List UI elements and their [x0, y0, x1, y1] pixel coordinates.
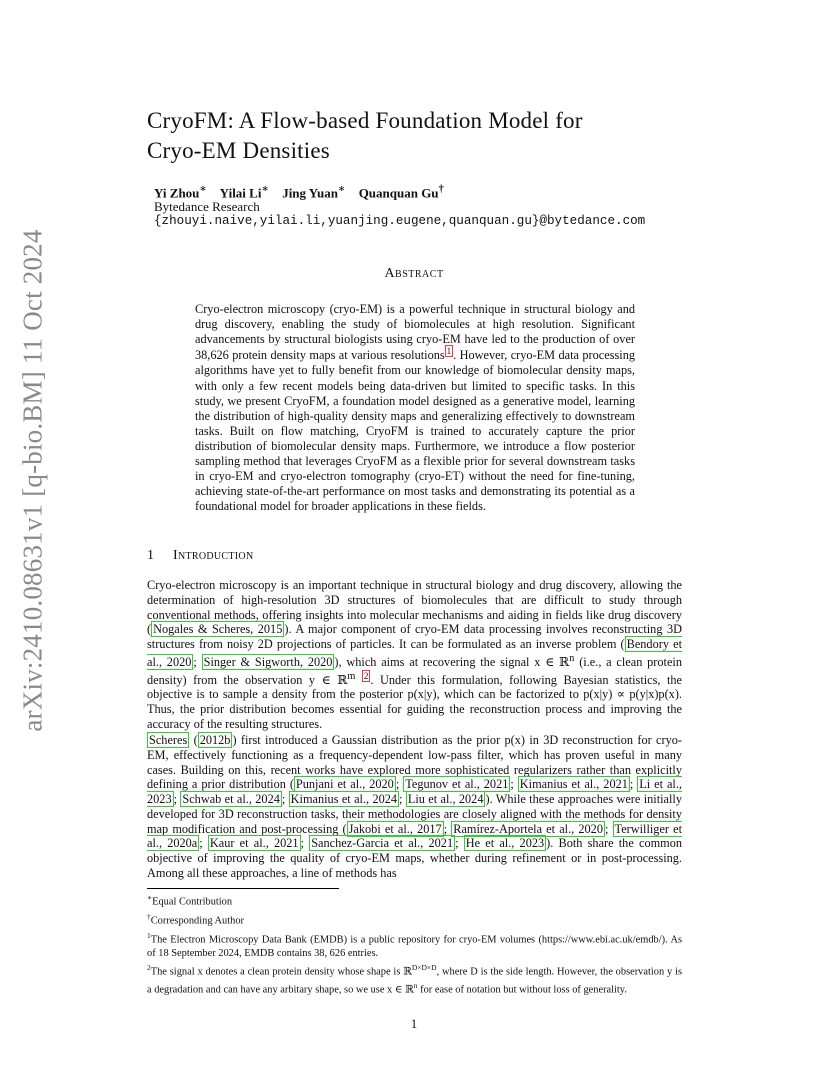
- author-name: Yi Zhou: [154, 185, 200, 201]
- paragraph-text: ). Both share the common objective of improving the quality of cryo-EM maps, whether during refinement or in post-processing. Among all these approaches, a line of methods has: [147, 836, 683, 880]
- separator: ;: [399, 792, 406, 806]
- footnotes: [147, 891, 682, 998]
- separator: ;: [629, 777, 638, 792]
- footnote-text: The Electron Microscopy Data Bank (EMDB) is a public repository for cryo-EM volumes (https://www.ebi.ac.uk/emdb/). As of 18 September 2024, EMDB contains 38, 626 entries.: [147, 934, 682, 959]
- footnote-mark: 1: [147, 930, 151, 940]
- paragraph-text: ), which aims at recovering the signal x ∈ ℝ: [334, 654, 570, 669]
- citation-link[interactable]: Schwab et al., 2024: [182, 792, 280, 806]
- author-name: Yilai Li: [219, 185, 262, 201]
- title-line-2: Cryo-EM Densities: [147, 138, 330, 163]
- separator: (: [189, 733, 198, 747]
- separator: ;: [199, 836, 208, 851]
- intro-paragraph-1: [147, 578, 682, 732]
- footnote: [147, 891, 682, 909]
- citation-link[interactable]: Punjani et al., 2020: [295, 777, 394, 792]
- footnote: [147, 910, 682, 928]
- section-number: 1: [147, 548, 155, 563]
- footnote: [147, 929, 682, 960]
- citation-link[interactable]: Tegunov et al., 2021: [405, 777, 509, 792]
- footnote-text: for ease of notation but without loss of generality.: [417, 984, 627, 996]
- footnote-link[interactable]: 2: [363, 670, 369, 681]
- separator: ;: [281, 792, 289, 806]
- footnote-mark: 2: [147, 963, 151, 973]
- separator: ;: [604, 821, 613, 836]
- citation-link[interactable]: Terwilliger et al., 2020a: [147, 821, 683, 851]
- exponent: n: [569, 652, 575, 664]
- citation-link[interactable]: 2012b: [199, 733, 231, 747]
- section-title: Introduction: [173, 548, 254, 563]
- paragraph-text: Cryo-electron microscopy is an important technique in structural biology and drug discovery, allowing the determination of high-resolution 3D structures of biomolecules that are difficult to study through conventional methods, offering insights into molecular mechanisms and aiding in fields like drug discovery (: [147, 578, 682, 637]
- paragraph-text: ). A major component of cryo-EM data processing involves reconstructing 3D structures from noisy 2D projections of particles. It can be formulated as an inverse problem (: [147, 622, 682, 651]
- author-name: Jing Yuan: [282, 185, 338, 201]
- footnote-text: , where D is the side length. However, the observation y is a degradation and can have any arbitary shape, so we use x ∈ ℝ: [147, 966, 682, 996]
- separator: ;: [510, 777, 518, 792]
- author-mark: †: [438, 183, 444, 195]
- citation-link[interactable]: Sanchez-Garcia et al., 2021: [311, 836, 454, 851]
- abstract-heading: Abstract: [384, 266, 444, 281]
- arxiv-identifier: arXiv:2410.08631v1 [q-bio.BM] 11 Oct 2024: [17, 228, 48, 732]
- citation-link[interactable]: Kaur et al., 2021: [209, 836, 299, 851]
- separator: ;: [443, 821, 452, 836]
- author-mark: ∗: [261, 183, 269, 195]
- footnote-text: Equal Contribution: [152, 896, 233, 908]
- author-mark: ∗: [337, 183, 346, 195]
- footnote-link[interactable]: 1: [446, 346, 452, 357]
- citation-link[interactable]: Scheres: [149, 733, 188, 747]
- abstract-text-part: . However, cryo-EM data processing algorithms have yet to fully benefit from our knowledge of biomolecular density maps, with only a few recent models being data-driven but limited to specific tasks. In this study, we present CryoFM, a foundation model designed as a generative model, learning the distribution of high-quality density maps and generalizing effectively to downstream tasks. Built on flow matching, CryoFM is trained to accurately capture the prior distribution of biomolecular density maps. Furthermore, we introduce a flow posterior sampling method that leverages CryoFM as a flexible prior for several downstream tasks in cryo-EM and cryo-electron tomography (cryo-ET) without the need for fine-tuning, achieving state-of-the-art performance on most tasks and demonstrating its potential as a foundational model for broader applications in these fields.: [195, 348, 635, 514]
- footnote-mark: ∗: [147, 893, 153, 902]
- citation-link[interactable]: Bendory et al., 2020: [147, 637, 682, 669]
- title-line-1: CryoFM: A Flow-based Foundation Model for: [147, 108, 583, 133]
- citation-link[interactable]: Jakobi et al., 2017: [348, 821, 442, 836]
- separator: ;: [193, 654, 202, 669]
- paragraph-text: . Under this formulation, following Bayesian statistics, the objective is to sample a density from the posterior p(x|y), which can be factorized to p(x|y) ∝ p(y|x)p(x). Thus, the prior distribution becomes essential for guiding the reconstruction process and improving the accuracy of the resulting structures.: [147, 672, 682, 731]
- separator: ;: [173, 792, 181, 806]
- citation-link[interactable]: Liu et al., 2024: [407, 792, 484, 806]
- exponent: n: [413, 980, 418, 990]
- abstract-text-part: Cryo-electron microscopy (cryo-EM) is a powerful technique in structural biology and drug discovery, enabling the study of biomolecules at high resolution. Significant advancements by structural biologists using cryo-EM have led to the production of over 38,626 protein density maps at various resolutions: [195, 302, 635, 363]
- citation-link[interactable]: Kimanius et al., 2024: [290, 792, 398, 806]
- citation-link[interactable]: Singer & Sigworth, 2020: [203, 654, 333, 669]
- footnote-text: Corresponding Author: [150, 915, 244, 927]
- paragraph-text: (i.e., a clean protein density) from the observation y ∈ ℝ: [147, 654, 682, 687]
- citation-link[interactable]: Kimanius et al., 2021: [519, 777, 628, 792]
- author-mark: ∗: [199, 183, 207, 195]
- exponent: m: [347, 670, 356, 682]
- paper-title: [147, 106, 707, 166]
- separator: ;: [395, 777, 404, 792]
- exponent: D×D×D: [411, 963, 437, 973]
- footnote: [147, 961, 682, 997]
- section-heading: [147, 548, 253, 564]
- author-name: Quanquan Gu: [358, 185, 439, 201]
- page-number: 1: [410, 1016, 418, 1031]
- separator: ;: [455, 836, 464, 851]
- intro-paragraph-2: [147, 733, 682, 881]
- affiliation: Bytedance Research: [154, 199, 260, 214]
- arxiv-stamp: [8, 228, 58, 732]
- footnote-mark: †: [147, 911, 151, 921]
- abstract-text: [195, 302, 635, 514]
- citation-link[interactable]: Li et al., 2023: [147, 777, 682, 806]
- separator: ;: [300, 836, 310, 851]
- citation-link[interactable]: Ramírez-Aportela et al., 2020: [453, 821, 603, 836]
- footnote-text: The signal x denotes a clean protein density whose shape is ℝ: [150, 966, 412, 978]
- paragraph-text: ) first introduced a Gaussian distribution as the prior p(x) in 3D reconstruction for cryo-EM, effectively functioning as a frequency-dependent low-pass filter, which has proven useful in many cases. Building on this, recent works have explored more sophisticated regularizers rather than explicitly defining a prior distribution (: [147, 733, 682, 792]
- paragraph-text: ). While these approaches were initially developed for 3D reconstruction tasks, their methodologies are closely aligned with the methods for density map modification and post-processing (: [147, 792, 682, 836]
- footnote-divider: [147, 888, 339, 889]
- author-emails: {zhouyi.naive,yilai.li,yuanjing.eugene,quanquan.gu}@bytedance.com: [154, 214, 646, 228]
- citation-link[interactable]: Nogales & Scheres, 2015: [153, 622, 283, 637]
- citation-link[interactable]: He et al., 2023: [465, 836, 545, 851]
